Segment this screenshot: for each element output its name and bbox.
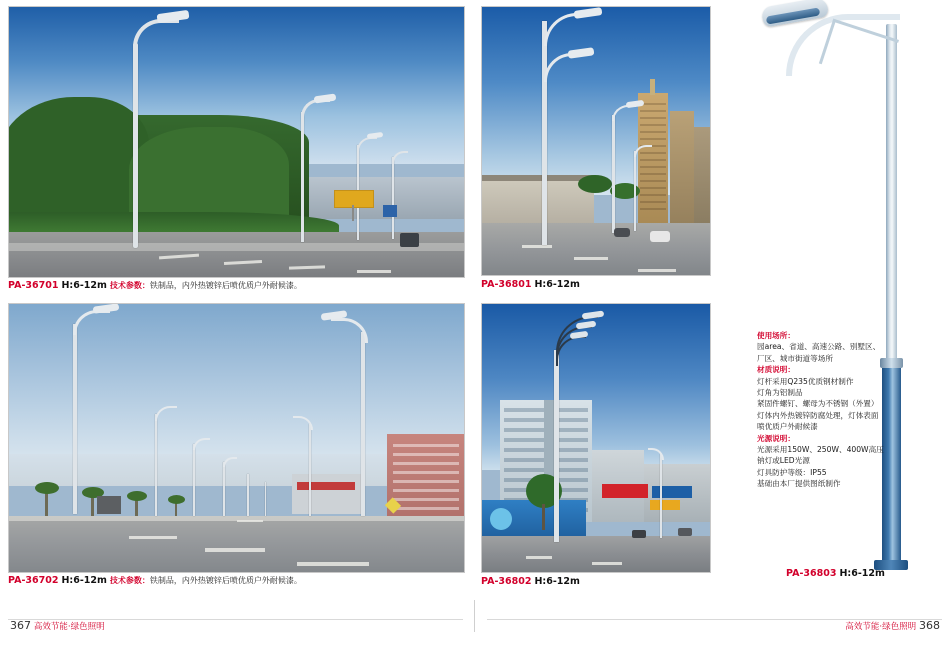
product-height: H:6-12m (534, 279, 580, 290)
street-lamp-pole (265, 482, 266, 516)
photo-pa-36701 (8, 6, 465, 278)
product-code: PA-36802 (481, 576, 532, 587)
caption-pa-36803 (786, 568, 885, 579)
light-source-line: 灯具防护等级：IP55 (757, 467, 827, 477)
tech-label: 技术参数： (109, 576, 150, 585)
material-heading: 材质说明： (757, 365, 795, 375)
caption-pa-36802 (481, 576, 580, 587)
page-number-left: 367 (10, 619, 31, 632)
footer-right (845, 619, 940, 632)
product-code: PA-36801 (481, 279, 532, 290)
light-source-line: 光源采用150W、250W、400W高压 (757, 444, 884, 454)
highrise-tower (694, 127, 710, 223)
center-line (237, 520, 263, 522)
caption-pa-36701 (8, 280, 302, 291)
lane-marking (638, 269, 676, 272)
scooter (678, 528, 692, 536)
photo-pa-36802 (481, 303, 711, 573)
tech-text: 铁制品，内外热镀锌后喷优质户外耐候漆。 (149, 576, 302, 585)
product-code: PA-36702 (8, 575, 59, 586)
lane-marking (526, 556, 552, 559)
lane-marking (522, 245, 552, 248)
product-height: H:6-12m (839, 568, 885, 579)
lane-marking (297, 562, 369, 566)
road-surface (482, 536, 710, 572)
lane-marking (574, 257, 608, 260)
mall-building (292, 474, 362, 514)
lane-marking (205, 548, 265, 552)
street-lamp-pole (634, 151, 636, 231)
street-lamp-pole (554, 350, 559, 542)
road-surface (9, 516, 464, 572)
material-line: 喷优质户外耐候漆 (757, 422, 818, 432)
street-lamp-pole (155, 414, 157, 516)
lane-marking (592, 562, 622, 565)
low-building (482, 179, 594, 223)
shop-signboard (652, 486, 692, 498)
palm-crown (35, 482, 59, 494)
street-lamp-pole (133, 43, 138, 248)
product-code: PA-36803 (786, 568, 837, 579)
road-surface (482, 223, 710, 275)
tower-spire (650, 79, 655, 95)
street-tree-trunk (542, 504, 545, 530)
road-shoulder (9, 243, 464, 251)
street-lamp-pole (193, 444, 195, 516)
street-lamp-pole (73, 324, 77, 514)
material-line: 紧固件螺钉、螺母为不锈钢（外置） (757, 399, 879, 409)
car (650, 231, 670, 242)
apartment-windows (393, 444, 459, 514)
photo-pa-36801 (481, 6, 711, 276)
material-line: 灯体内外热镀锌防腐处理，灯体表面 (757, 410, 879, 420)
tree-clump (8, 97, 149, 217)
scooter (632, 530, 646, 538)
street-lamp-pole (361, 332, 365, 516)
product-height: H:6-12m (61, 575, 107, 586)
roadside-billboard (334, 190, 374, 208)
product-render-pa-36803 (718, 0, 950, 590)
street-lamp-pole (223, 462, 225, 516)
lane-marking (129, 536, 177, 539)
footer-left (10, 619, 105, 632)
billboard-post (352, 205, 354, 221)
usage-line: 园area、省道、高速公路、别墅区、 (757, 342, 881, 352)
footer-center-divider (474, 600, 475, 632)
photo-pa-36702 (8, 303, 465, 573)
material-line: 灯角为铝制品 (757, 387, 803, 397)
car (614, 228, 630, 237)
street-lamp-pole (247, 474, 249, 516)
material-line: 灯杆采用Q235优质钢材制作 (757, 376, 854, 386)
street-lamp-pole (309, 424, 311, 516)
footer-tagline-right: 高效节能·绿色照明 (845, 622, 917, 632)
street-lamp-pole (301, 112, 304, 242)
tower-windows (640, 103, 666, 215)
palm-crown (127, 491, 147, 501)
road-sign (383, 205, 397, 217)
caption-pa-36702 (8, 575, 302, 586)
usage-heading: 使用场所： (757, 331, 795, 340)
lane-marking (357, 270, 391, 273)
street-lamp-pole (392, 157, 394, 239)
product-code: PA-36701 (8, 280, 59, 291)
shop-signboard (602, 484, 648, 498)
product-height: H:6-12m (61, 280, 107, 291)
tech-text: 铁制品，内外热镀锌后喷优质户外耐候漆。 (149, 281, 302, 290)
truck (400, 233, 419, 247)
road-surface (9, 232, 464, 277)
palm-crown (168, 495, 185, 504)
usage-line: 厂区、城市街道等场所 (757, 353, 833, 363)
hoarding-graphic (490, 508, 512, 530)
street-lamp-pole (542, 21, 547, 245)
palm-crown (578, 175, 612, 193)
light-source-line: 钠灯或LED光源 (757, 456, 810, 466)
street-lamp-pole (660, 454, 662, 538)
street-lamp-pole (612, 115, 615, 233)
mall-signage (297, 482, 355, 490)
bus-shelter (97, 496, 121, 514)
product-height: H:6-12m (534, 576, 580, 587)
caption-pa-36801 (481, 279, 580, 290)
light-source-line: 基础由本厂提供图纸制作 (757, 479, 841, 489)
footer-tagline-left: 高效节能·绿色照明 (33, 622, 105, 632)
tree-clump-2 (129, 127, 289, 222)
page-number-right: 368 (919, 619, 940, 632)
tech-label: 技术参数： (109, 281, 150, 290)
highrise-tower (670, 111, 694, 223)
building-roof (482, 175, 594, 181)
specification-block (757, 330, 907, 489)
shop-signboard (650, 500, 680, 510)
light-source-heading: 光源说明： (757, 433, 795, 443)
